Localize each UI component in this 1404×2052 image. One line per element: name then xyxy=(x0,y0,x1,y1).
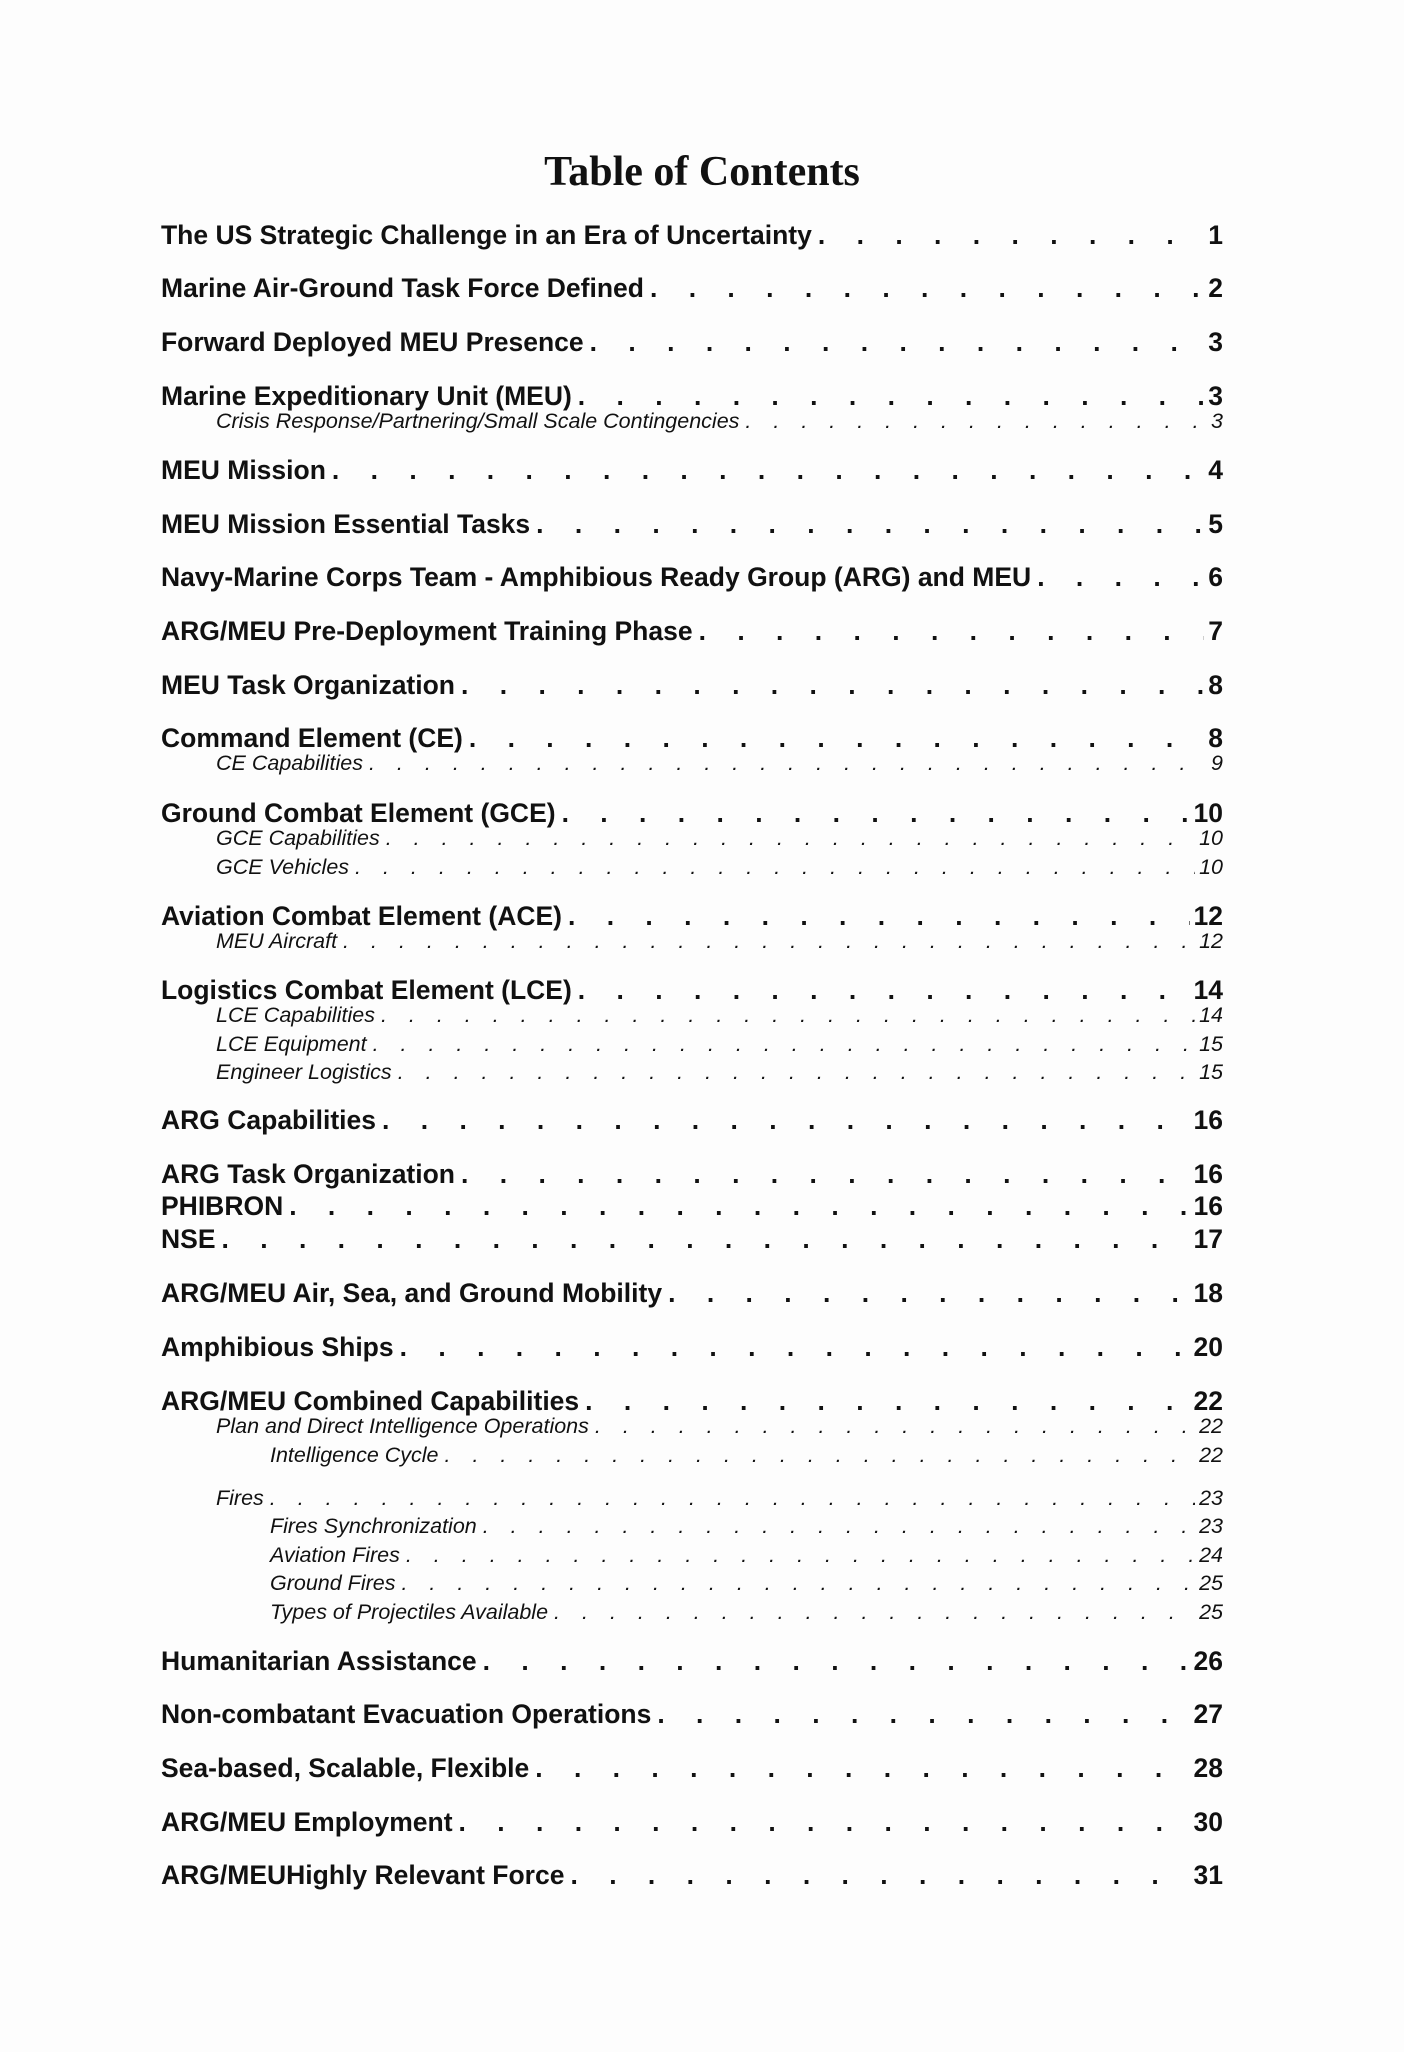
toc-subentry xyxy=(161,1486,1223,1511)
toc-entry xyxy=(161,1753,1223,1784)
toc-entry xyxy=(161,1332,1223,1363)
toc-subentry xyxy=(161,1032,1223,1057)
dot-leader xyxy=(570,1860,1189,1891)
toc-subentry xyxy=(161,1414,1223,1439)
dot-leader xyxy=(578,381,1204,412)
toc-entry xyxy=(161,901,1223,932)
toc-page-number: 16 xyxy=(1193,1191,1223,1221)
toc-page-number: 3 xyxy=(1211,409,1223,433)
toc-page-number: 3 xyxy=(1208,327,1223,357)
toc-entry xyxy=(161,1646,1223,1677)
toc-subentry xyxy=(161,855,1223,880)
toc-entry-title: Fires xyxy=(216,1486,264,1510)
toc-subentry xyxy=(161,751,1223,776)
dot-leader xyxy=(400,1332,1190,1363)
toc-page-number: 8 xyxy=(1208,723,1223,753)
toc-page-number: 26 xyxy=(1193,1646,1223,1676)
toc-subentry xyxy=(161,1600,1223,1625)
toc-entry-title: GCE Capabilities xyxy=(216,826,380,850)
dot-leader xyxy=(382,1105,1190,1136)
toc-subentry xyxy=(161,1543,1223,1568)
toc-page-number: 22 xyxy=(1199,1443,1223,1467)
toc-entry-title: Fires Synchronization xyxy=(270,1514,477,1538)
dot-leader xyxy=(745,409,1207,434)
toc-entry xyxy=(161,1278,1223,1309)
toc-entry xyxy=(161,220,1223,251)
dot-leader xyxy=(373,1032,1195,1057)
dot-leader xyxy=(483,1514,1195,1539)
toc-entry-title: NSE xyxy=(161,1224,216,1254)
toc-page-number: 15 xyxy=(1199,1060,1223,1084)
toc-page-number: 10 xyxy=(1199,855,1223,879)
dot-leader xyxy=(332,455,1204,486)
toc-entry-title: MEU Mission xyxy=(161,455,326,485)
toc-entry xyxy=(161,798,1223,829)
toc-page-number: 16 xyxy=(1193,1159,1223,1189)
dot-leader xyxy=(406,1543,1195,1568)
toc-page-number: 28 xyxy=(1193,1753,1223,1783)
toc-entry xyxy=(161,562,1223,593)
toc-entry-title: ARG/MEU Combined Capabilities xyxy=(161,1386,580,1416)
dot-leader xyxy=(578,975,1190,1006)
dot-leader xyxy=(355,855,1195,880)
toc-entry-title: Logistics Combat Element (LCE) xyxy=(161,975,572,1005)
toc-entry xyxy=(161,1860,1223,1891)
toc-page-number: 3 xyxy=(1208,381,1223,411)
toc-entry xyxy=(161,1807,1223,1838)
dot-leader xyxy=(595,1414,1195,1439)
toc-entry-title: ARG/MEU Pre-Deployment Training Phase xyxy=(161,616,693,646)
toc-entry-title: Types of Projectiles Available xyxy=(270,1600,549,1624)
toc-entry xyxy=(161,509,1223,540)
toc-page-number: 14 xyxy=(1193,975,1223,1005)
toc-page-number: 12 xyxy=(1193,901,1223,931)
toc-entry-title: Sea-based, Scalable, Flexible xyxy=(161,1753,530,1783)
dot-leader xyxy=(222,1224,1190,1255)
dot-leader xyxy=(398,1060,1195,1085)
toc-page-number: 25 xyxy=(1199,1600,1223,1624)
dot-leader xyxy=(535,1753,1189,1784)
dot-leader xyxy=(369,751,1207,776)
toc-subentry xyxy=(161,826,1223,851)
toc-entry xyxy=(161,975,1223,1006)
toc-page-number: 5 xyxy=(1208,509,1223,539)
toc-page-number: 14 xyxy=(1199,1003,1223,1027)
toc-page-number: 16 xyxy=(1193,1105,1223,1135)
toc-entry-title: Plan and Direct Intelligence Operations xyxy=(216,1414,589,1438)
toc-entry xyxy=(161,1105,1223,1136)
toc-page-number: 4 xyxy=(1208,455,1223,485)
toc-entry xyxy=(161,670,1223,701)
dot-leader xyxy=(657,1699,1189,1730)
toc-entry-title: Non-combatant Evacuation Operations xyxy=(161,1699,652,1729)
toc-entry-title: Forward Deployed MEU Presence xyxy=(161,327,584,357)
toc-subentry xyxy=(161,1514,1223,1539)
toc-entry-title: Aviation Combat Element (ACE) xyxy=(161,901,562,931)
toc-page-number: 17 xyxy=(1193,1224,1223,1254)
toc-page-number: 22 xyxy=(1193,1386,1223,1416)
toc-entry-title: ARG/MEU Air, Sea, and Ground Mobility xyxy=(161,1278,663,1308)
toc-entry-title: The US Strategic Challenge in an Era of Uncertainty xyxy=(161,220,812,250)
toc-entry xyxy=(161,1159,1223,1190)
toc-entry-title: MEU Task Organization xyxy=(161,670,455,700)
toc-entry-title: LCE Capabilities xyxy=(216,1003,375,1027)
toc-entry xyxy=(161,723,1223,754)
toc-entry-title: ARG Task Organization xyxy=(161,1159,455,1189)
dot-leader xyxy=(668,1278,1189,1309)
dot-leader xyxy=(343,929,1195,954)
toc-entry-title: Ground Fires xyxy=(270,1571,396,1595)
toc-subentry xyxy=(161,409,1223,434)
toc-page-number: 25 xyxy=(1199,1571,1223,1595)
toc-page-number: 6 xyxy=(1208,562,1223,592)
toc-entry xyxy=(161,1386,1223,1417)
toc-entry-title: Amphibious Ships xyxy=(161,1332,394,1362)
toc-page-number: 24 xyxy=(1199,1543,1223,1567)
dot-leader xyxy=(562,798,1190,829)
dot-leader xyxy=(650,273,1204,304)
toc-page-number: 9 xyxy=(1211,751,1223,775)
toc-page-number: 10 xyxy=(1193,798,1223,828)
toc-entry-title: Aviation Fires xyxy=(270,1543,400,1567)
toc-page-number: 27 xyxy=(1193,1699,1223,1729)
toc-entry-title: Marine Expeditionary Unit (MEU) xyxy=(161,381,572,411)
toc-entry-title: Intelligence Cycle xyxy=(270,1443,439,1467)
toc-entry-title: Crisis Response/Partnering/Small Scale Contingencies xyxy=(216,409,740,433)
dot-leader xyxy=(461,1159,1190,1190)
dot-leader xyxy=(483,1646,1190,1677)
toc-entry-title: GCE Vehicles xyxy=(216,855,350,879)
toc-page-number: 23 xyxy=(1199,1486,1223,1510)
dot-leader xyxy=(445,1443,1196,1468)
dot-leader xyxy=(536,509,1204,540)
dot-leader xyxy=(818,220,1204,251)
toc-entry-title: Marine Air-Ground Task Force Defined xyxy=(161,273,644,303)
dot-leader xyxy=(461,670,1204,701)
toc-page-number: 8 xyxy=(1208,670,1223,700)
toc-entry-title: Humanitarian Assistance xyxy=(161,1646,477,1676)
dot-leader xyxy=(554,1600,1195,1625)
dot-leader xyxy=(585,1386,1189,1417)
page-title: Table of Contents xyxy=(544,149,860,195)
dot-leader xyxy=(459,1807,1190,1838)
toc-entry-title: Command Element (CE) xyxy=(161,723,463,753)
toc-page-number: 7 xyxy=(1208,616,1223,646)
toc-page-number: 15 xyxy=(1199,1032,1223,1056)
toc-entry-title: Navy-Marine Corps Team - Amphibious Ready Group (ARG) and MEU xyxy=(161,562,1032,592)
dot-leader xyxy=(381,1003,1195,1028)
toc-entry xyxy=(161,327,1223,358)
toc-entry-title: ARG/MEU Employment xyxy=(161,1807,453,1837)
toc-subentry xyxy=(161,1060,1223,1085)
dot-leader xyxy=(289,1191,1189,1222)
toc-entry-title: MEU Aircraft xyxy=(216,929,338,953)
toc-entry-title: LCE Equipment xyxy=(216,1032,367,1056)
toc-entry xyxy=(161,1191,1223,1222)
toc-page-number: 22 xyxy=(1199,1414,1223,1438)
toc-page-number: 1 xyxy=(1208,220,1223,250)
toc-entry-title: Ground Combat Element (GCE) xyxy=(161,798,556,828)
dot-leader xyxy=(386,826,1195,851)
toc-entry-title: MEU Mission Essential Tasks xyxy=(161,509,531,539)
toc-subentry xyxy=(161,1571,1223,1596)
toc-entry-title: PHIBRON xyxy=(161,1191,284,1221)
dot-leader xyxy=(699,616,1205,647)
dot-leader xyxy=(401,1571,1195,1596)
toc-entry xyxy=(161,455,1223,486)
toc-entry xyxy=(161,1699,1223,1730)
toc-page-number: 10 xyxy=(1199,826,1223,850)
toc-page-number: 23 xyxy=(1199,1514,1223,1538)
toc-page-number: 12 xyxy=(1199,929,1223,953)
toc-entry xyxy=(161,381,1223,412)
dot-leader xyxy=(469,723,1204,754)
dot-leader xyxy=(568,901,1190,932)
toc-page-number: 2 xyxy=(1208,273,1223,303)
toc-subentry xyxy=(161,1003,1223,1028)
toc-entry-title: Engineer Logistics xyxy=(216,1060,392,1084)
toc-page-number: 30 xyxy=(1193,1807,1223,1837)
toc-entry xyxy=(161,1224,1223,1255)
toc-entry-title: ARG Capabilities xyxy=(161,1105,376,1135)
dot-leader xyxy=(1037,562,1204,593)
toc-subentry xyxy=(161,1443,1223,1468)
toc-page-number: 20 xyxy=(1193,1332,1223,1362)
toc-entry xyxy=(161,273,1223,304)
toc-entry xyxy=(161,616,1223,647)
toc-page-number: 18 xyxy=(1193,1278,1223,1308)
toc-entry-title: ARG/MEUHighly Relevant Force xyxy=(161,1860,565,1890)
toc-subentry xyxy=(161,929,1223,954)
toc-page-number: 31 xyxy=(1193,1860,1223,1890)
dot-leader xyxy=(590,327,1205,358)
dot-leader xyxy=(270,1486,1195,1511)
toc-entry-title: CE Capabilities xyxy=(216,751,363,775)
